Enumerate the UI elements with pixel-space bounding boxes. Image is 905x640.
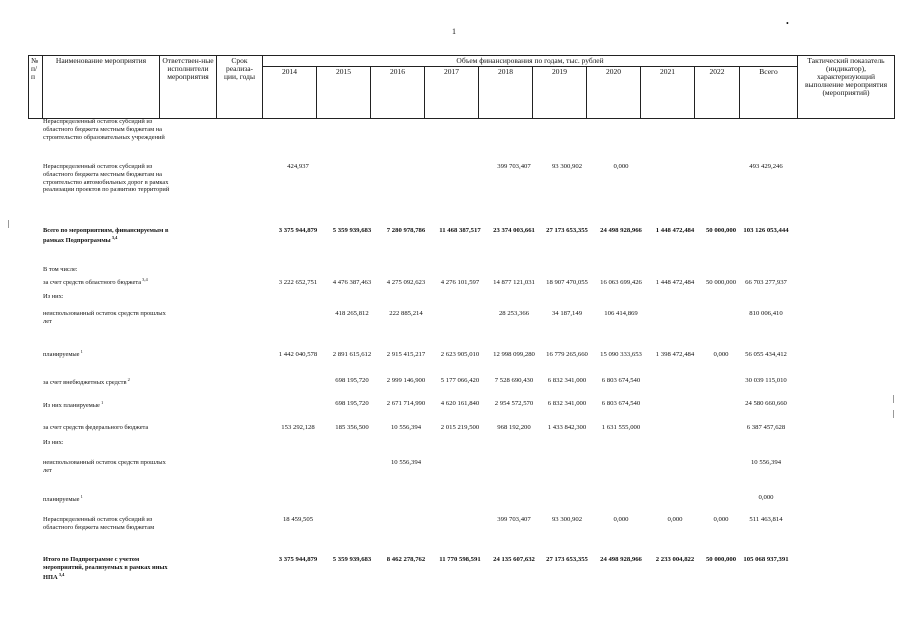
- year-value: 11 770 598,591: [439, 556, 481, 563]
- scan-mark: [893, 410, 894, 418]
- total-value: 24 580 660,660: [745, 400, 787, 407]
- footnote-ref: 3,4: [110, 234, 118, 240]
- year-value: 4 275 092,623: [386, 279, 426, 286]
- col-year: 2015: [317, 66, 371, 118]
- row-label: Итого по Подпрограмме с учетом мероприятий, реализуемых в рамках иных НПА $^{3,4}$: [43, 556, 168, 581]
- total-value: 810 006,410: [749, 310, 783, 317]
- col-year: 2021: [641, 66, 695, 118]
- page-number: 1: [452, 27, 456, 36]
- row-label: Нераспределенный остаток субсидий из областного бюджета местным бюджетам на строительство автомобильных дорог в рамках реализации проектов по развитию территорий: [43, 163, 170, 194]
- year-value: 0,000: [667, 516, 683, 523]
- year-value: 27 173 653,355: [546, 556, 588, 563]
- total-value: 493 429,246: [749, 163, 783, 170]
- year-value: 7 280 978,786: [386, 227, 426, 234]
- year-value: 24 135 607,632: [493, 556, 535, 563]
- year-value: 222 885,214: [389, 310, 423, 317]
- year-value: 5 359 939,683: [332, 556, 372, 563]
- row-label: за счет средств федерального бюджета: [43, 424, 149, 431]
- year-value: 10 556,394: [390, 459, 422, 466]
- row-label: Из них планируемые $^1$: [43, 400, 104, 410]
- year-value: 11 468 387,517: [439, 227, 481, 234]
- footnote-ref: 1: [79, 494, 83, 499]
- row-label: Нераспределенный остаток субсидий из областного бюджета местным бюджетам: [43, 516, 155, 531]
- row-label: Из них:: [43, 439, 64, 446]
- footnote-ref: 1: [79, 349, 83, 354]
- year-value: 698 195,720: [335, 377, 369, 384]
- year-value: 2 915 415,217: [386, 351, 426, 358]
- col-year: 2017: [425, 66, 479, 118]
- year-value: 698 195,720: [335, 400, 369, 407]
- year-value: 27 173 653,355: [546, 227, 588, 234]
- header-table: [28, 55, 895, 119]
- year-value: 185 356,500: [335, 424, 369, 431]
- year-value: 16 063 699,426: [600, 279, 642, 286]
- year-value: 1 448 472,484: [655, 227, 695, 234]
- row-label: за счет средств областного бюджета $^{3,4}$: [43, 277, 148, 287]
- year-value: 6 832 341,000: [547, 400, 587, 407]
- year-value: 24 498 928,966: [600, 556, 642, 563]
- total-value: 66 703 277,937: [745, 279, 787, 286]
- year-value: 0,000: [613, 163, 629, 170]
- year-value: 14 877 121,031: [493, 279, 535, 286]
- year-value: 50 000,000: [705, 556, 737, 563]
- scan-mark: [8, 220, 9, 228]
- year-value: 399 703,407: [497, 163, 531, 170]
- year-value: 93 300,902: [551, 163, 583, 170]
- col-funding-group: Объем финансирования по годам, тыс. рублей: [263, 56, 798, 67]
- footnote-ref: 1: [99, 400, 104, 405]
- year-value: 6 832 341,000: [547, 377, 587, 384]
- year-value: 1 442 040,578: [278, 351, 318, 358]
- total-value: 103 126 053,444: [743, 227, 789, 234]
- footnote-ref: 3,4: [141, 277, 148, 282]
- col-term: Срок реализа-ции, годы: [217, 56, 263, 119]
- col-total: Всего: [740, 66, 798, 118]
- year-value: 106 414,869: [604, 310, 638, 317]
- col-year: 2019: [533, 66, 587, 118]
- year-value: 18 459,505: [282, 516, 314, 523]
- row-label: неиспользованный остаток средств прошлых лет: [43, 459, 166, 474]
- year-value: 418 265,812: [335, 310, 369, 317]
- total-value: 30 039 115,010: [745, 377, 787, 384]
- total-value: 56 055 434,412: [745, 351, 787, 358]
- col-year: 2016: [371, 66, 425, 118]
- footnote-ref: 3,4: [57, 571, 65, 577]
- year-value: 6 803 674,540: [601, 400, 641, 407]
- year-value: 2 954 572,570: [494, 400, 534, 407]
- year-value: 0,000: [713, 351, 729, 358]
- year-value: 34 187,149: [551, 310, 583, 317]
- year-value: 12 998 099,280: [493, 351, 535, 358]
- year-value: 50 000,000: [705, 227, 737, 234]
- year-value: 5 359 939,683: [332, 227, 372, 234]
- row-label: за счет внебюджетных средств $^2$: [43, 377, 130, 387]
- row-label: планируемые $^1$: [43, 494, 83, 504]
- year-value: 2 891 615,612: [332, 351, 372, 358]
- row-label: Из них:: [43, 293, 64, 300]
- year-value: 28 253,366: [498, 310, 530, 317]
- footnote-ref: 2: [126, 377, 130, 382]
- year-value: 2 671 714,990: [386, 400, 426, 407]
- scan-mark: [893, 395, 894, 403]
- year-value: 93 300,902: [551, 516, 583, 523]
- year-value: 0,000: [613, 516, 629, 523]
- corner-mark: •: [786, 19, 789, 28]
- year-value: 1 631 555,000: [601, 424, 641, 431]
- total-value: 6 387 457,628: [746, 424, 786, 431]
- total-value: 105 068 937,391: [743, 556, 789, 563]
- year-value: 8 462 278,762: [386, 556, 426, 563]
- col-year: 2014: [263, 66, 317, 118]
- row-label: неиспользованный остаток средств прошлых лет: [43, 310, 166, 325]
- col-name: Наименование мероприятия: [43, 56, 160, 119]
- year-value: 2 233 004,822: [655, 556, 695, 563]
- col-indicator: Тактический показатель (индикатор), характеризующий выполнение мероприятия (мероприятий): [798, 56, 895, 119]
- year-value: 399 703,407: [497, 516, 531, 523]
- row-label: планируемые $^1$: [43, 349, 83, 359]
- year-value: 50 000,000: [705, 279, 737, 286]
- year-value: 1 433 842,300: [547, 424, 587, 431]
- year-value: 6 803 674,540: [601, 377, 641, 384]
- row-label: Всего по мероприятиям, финансируемым в рамках Подпрограммы $^{3,4}$: [43, 227, 169, 244]
- year-value: 3 375 944,879: [278, 556, 318, 563]
- year-value: 2 623 905,010: [440, 351, 480, 358]
- year-value: 153 292,128: [281, 424, 315, 431]
- total-value: 511 463,814: [749, 516, 783, 523]
- col-year: 2022: [695, 66, 740, 118]
- total-value: 10 556,394: [750, 459, 782, 466]
- year-value: 2 999 146,900: [386, 377, 426, 384]
- year-value: 3 222 652,751: [278, 279, 318, 286]
- year-value: 10 556,394: [390, 424, 422, 431]
- col-year: 2020: [587, 66, 641, 118]
- year-value: 1 398 472,484: [655, 351, 695, 358]
- year-value: 18 907 470,055: [546, 279, 588, 286]
- total-value: 0,000: [758, 494, 774, 501]
- year-value: 23 374 003,661: [493, 227, 535, 234]
- year-value: 2 015 219,500: [440, 424, 480, 431]
- year-value: 0,000: [713, 516, 729, 523]
- year-value: 16 779 265,660: [546, 351, 588, 358]
- year-value: 4 620 161,840: [440, 400, 480, 407]
- year-value: 5 177 066,420: [440, 377, 480, 384]
- year-value: 1 448 472,484: [655, 279, 695, 286]
- year-value: 968 192,200: [497, 424, 531, 431]
- year-value: 15 090 333,653: [600, 351, 642, 358]
- year-value: 24 498 928,966: [600, 227, 642, 234]
- col-num: № п/п: [29, 56, 43, 119]
- year-value: 424,937: [287, 163, 309, 170]
- year-value: 4 276 101,597: [440, 279, 480, 286]
- col-year: 2018: [479, 66, 533, 118]
- year-value: 3 375 944,879: [278, 227, 318, 234]
- col-responsible: Ответствен-ные исполнители мероприятия: [160, 56, 217, 119]
- row-label: В том числе:: [43, 266, 78, 273]
- year-value: 4 476 387,463: [332, 279, 372, 286]
- year-value: 7 528 690,430: [494, 377, 534, 384]
- row-label: Нераспределенный остаток субсидий из областного бюджета местным бюджетам на строительство образовательных учреждений: [43, 118, 165, 141]
